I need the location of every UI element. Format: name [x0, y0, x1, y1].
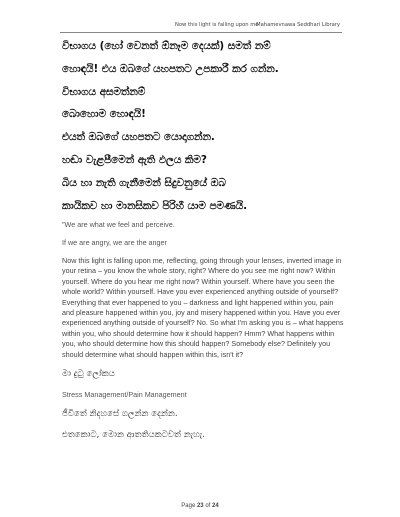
sinhala-subheading: මා දුටු ලෝකය — [62, 369, 115, 380]
sinhala-line-3: විභාගය අසමත්නම් — [62, 85, 146, 98]
page-footer — [0, 503, 400, 509]
sinhala-line-7: බිය හා නැති ගැනීමෙන් සිදුවනුයේ ඔබ — [62, 176, 226, 189]
stress-management-label: Stress Management/Pain Management — [62, 390, 187, 400]
sinhala-small-line-2: එතකොට, මොන ආතතියකටවත් නැහැ. — [62, 430, 206, 441]
sinhala-line-1: විභාගය (හෝ වෙනත් ඕනෑම දෙයක්) සමත් නම් — [62, 40, 271, 52]
header-title: Now this light is falling upon me — [175, 22, 259, 28]
sinhala-line-6: හඬා වැළපීමෙන් ඇති ඵලය කිම? — [62, 153, 207, 166]
sinhala-line-2: හොඳයි! එය ඔබගේ යහපතට උපකාරී කර ගන්න. — [62, 62, 279, 75]
sinhala-line-5: එයත් ඔබගේ යහපතට යොදාගන්න. — [62, 131, 215, 144]
header-library: Mahamevnawa Seddhari Library — [256, 22, 340, 28]
header-rule — [60, 32, 342, 33]
quote-line-2: If we are angry, we are the anger — [62, 237, 167, 247]
footer-current-page: 23 — [196, 503, 204, 509]
sinhala-line-8: කායිකව හා මානසිකව පිරිහී යාම පමණයි. — [62, 199, 248, 212]
footer-page-prefix: Page — [181, 503, 196, 509]
sinhala-line-4: බොහොම හොඳයි! — [62, 108, 146, 121]
footer-total-pages: 24 — [212, 503, 219, 509]
footer-of: of — [205, 503, 211, 509]
page-header — [60, 22, 342, 32]
body-paragraph: Now this light is falling upon me, reflecting, going through your lenses, inverted image in your retina – you know the whole story, right? Where do you see me right now? Within yourself. Where do you hear me right now? Within yourself. Where have you seen the whole world? Within yourself. Have you ever experienced anything outside of yourself? Everything that ever happened to you – darkness and light happened within you, pain and pleasure happened within you, joy and misery happened within you. Have you ever experienced anything outside of yourself? No. So what I'm asking you is – what happens within you, who should determine how it should happen? Hmm? What happens within you, who should determine how this should happen? Somebody else? Definitely you should determine what should happen within this, isn't it? — [62, 255, 344, 359]
sinhala-small-line-1: ජීවිතේ නිදහසේ ගලන්න දෙන්න. — [62, 409, 178, 420]
quote-line-1: "We are what we feel and perceive. — [62, 219, 175, 229]
page-content — [62, 40, 344, 441]
